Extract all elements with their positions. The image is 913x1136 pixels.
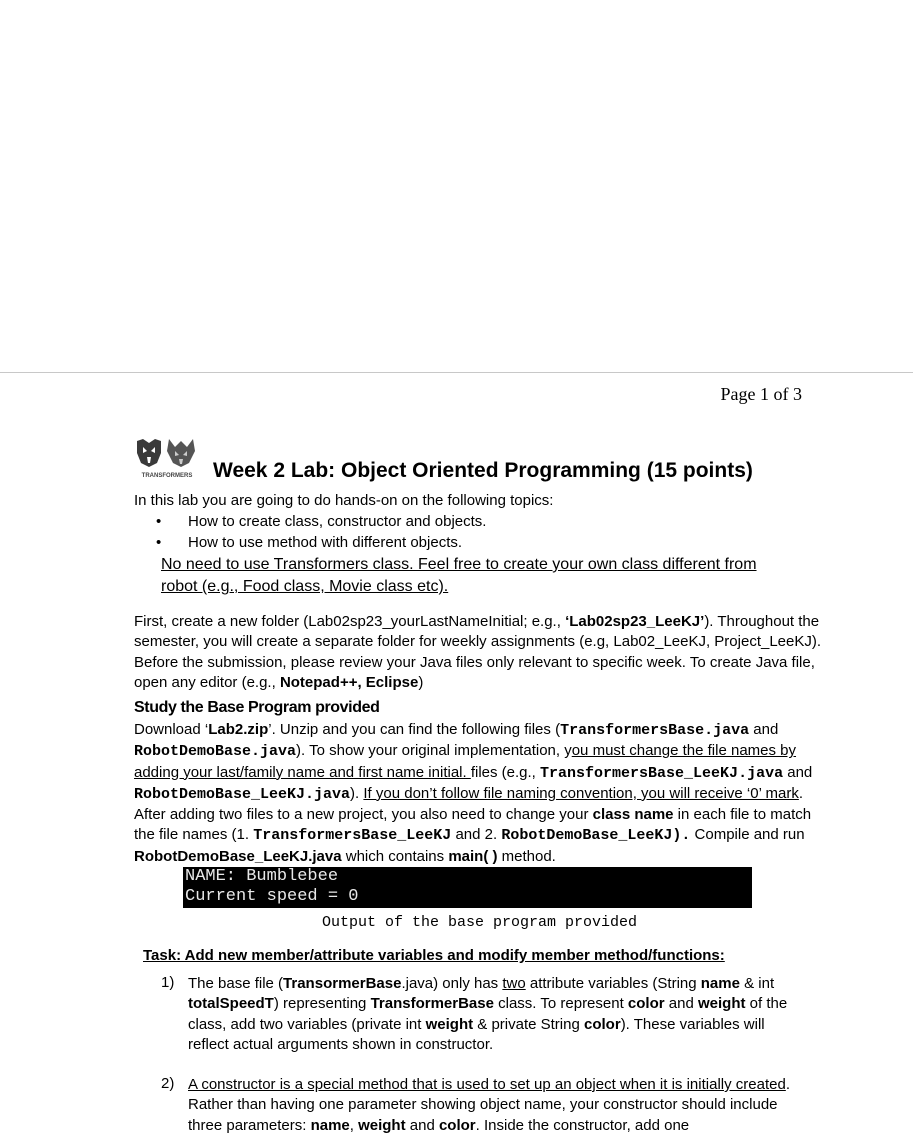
transformers-logo-icon [135, 437, 199, 479]
list-item: • How to create class, constructor and objects. [162, 511, 486, 532]
setup-paragraph: First, create a new folder (Lab02sp23_yourLastNameInitial; e.g., ‘Lab02sp23_LeeKJ’). Throughout the semester, you will create a separate folder for weekly assignments (e.g, Lab02_LeeKJ, Project_LeeKJ). Before the submission, please review your Java files only relevant to specific week. To create Java file, open any editor (e.g., Notepad++, Eclipse) [134, 613, 822, 691]
topic-list [162, 511, 486, 553]
figure-caption: Output of the base program provided [322, 914, 638, 931]
task-item-2: A constructor is a special method that is used to set up an object when it is initially created. Rather than having one parameter showing object name, your constructor should include three parameters: name, weight and color. Inside the constructor, add one [188, 1076, 790, 1134]
study-paragraph: Download ‘Lab2.zip’. Unzip and you can find the following files (TransformersBase.java and RobotDemoBase.java). To show your original implementation, you must change the file names by adding your last/family name and first name initial. files (e.g., TransformersBase_LeeKJ.java and RobotDemoBase_LeeKJ.java). If you don’t follow file naming convention, you will receive ‘0’ mark. After adding two files to a new project, you also need to change your class name in each file to match the file names (1. TransformersBase_LeeKJ and 2. RobotDemoBase_LeeKJ). Compile and run RobotDemoBase_LeeKJ.java which contains main( ) method. [134, 721, 813, 865]
task-item-1: The base file (TransormerBase.java) only has two attribute variables (String name & int totalSpeedT) representing TransformerBase class. To represent color and weight of the class, add two variables (private int weight & private String color). These variables will reflect actual arguments shown in constructor. [188, 975, 788, 1053]
section-heading: Study the Base Program provided [134, 699, 380, 716]
intro-lead: In this lab you are going to do hands-on on the following topics: [134, 492, 554, 509]
list-number: 1) [161, 974, 175, 991]
list-item: • How to use method with different objects. [162, 532, 486, 553]
svg-text:TRANSFORMERS: TRANSFORMERS [141, 473, 193, 479]
task-heading: Task: Add new member/attribute variables and modify member method/functions: [143, 947, 725, 964]
console-output: NAME: Bumblebee Current speed = 0 [183, 867, 752, 908]
page-divider [0, 372, 913, 373]
page-title: Week 2 Lab: Object Oriented Programming (15 points) [213, 459, 753, 482]
page-number: Page 1 of 3 [720, 384, 802, 404]
list-number: 2) [161, 1075, 175, 1092]
class-choice-note: No need to use Transformers class. Feel free to create your own class different from robot (e.g., Food class, Movie class etc). [161, 556, 757, 595]
